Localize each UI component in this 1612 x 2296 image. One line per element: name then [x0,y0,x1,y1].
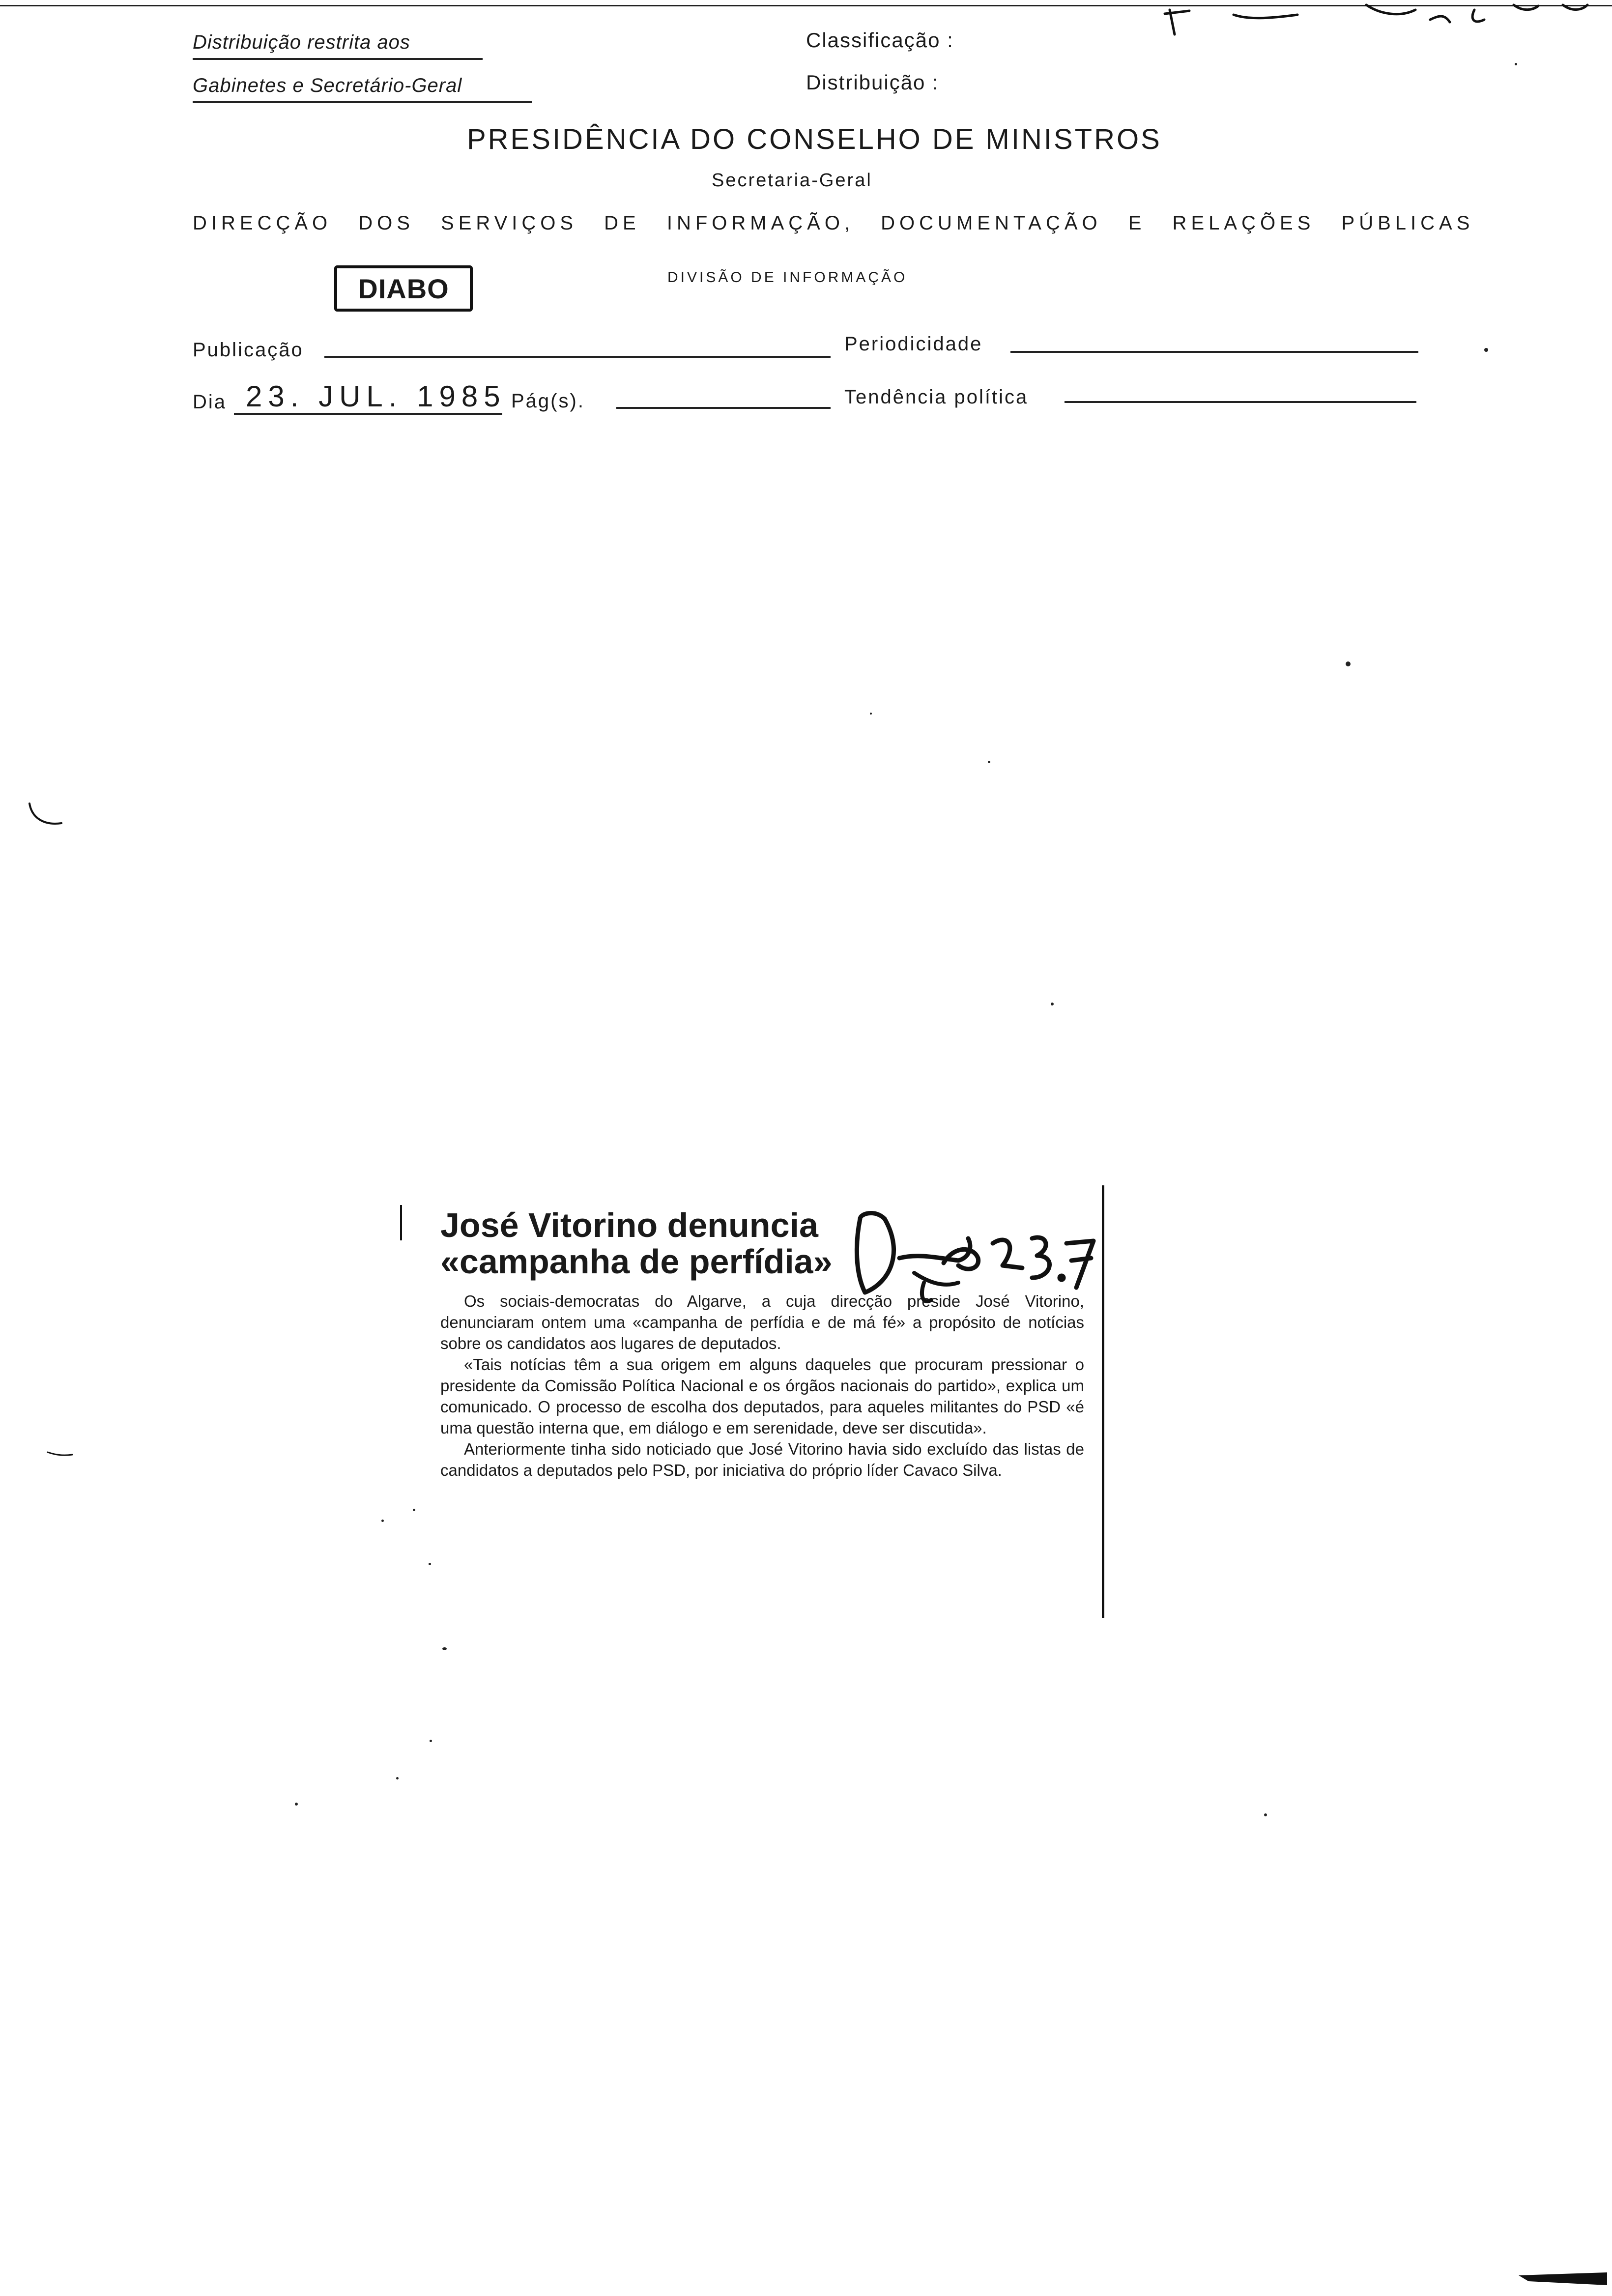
clipping-paragraph: Anteriormente tinha sido noticiado que José Vitorino havia sido excluído das listas de candidatos a deputados pelo PSD, por iniciativa do próprio líder Cavaco Silva. [440,1440,1084,1479]
corner-smudge [1519,2270,1607,2290]
pages-label: Pág(s). [511,390,585,412]
speck [442,1647,447,1650]
publication-stamp-name: DIABO [358,273,449,304]
day-label: Dia [193,391,227,413]
speck [1515,63,1517,65]
speck [1346,661,1351,666]
political-tendency-label: Tendência política [844,386,1029,408]
speck [381,1520,384,1522]
clipping-border-right [1102,1185,1104,1618]
division-label: DIVISÃO DE INFORMAÇÃO [667,269,908,286]
day-field-line [234,413,502,415]
clipping-body [440,1291,1084,1481]
distribution-underline-1 [193,58,483,60]
speck [1051,1003,1054,1005]
institution-title: PRESIDÊNCIA DO CONSELHO DE MINISTROS [467,123,1162,155]
speck [413,1509,415,1511]
speck [988,761,990,763]
clipping-left-mark [400,1205,402,1240]
distribution-underline-2 [193,101,532,103]
distribution-restriction-line2: Gabinetes e Secretário-Geral [193,75,462,96]
clipping-paragraph: Os sociais-democratas do Algarve, a cuja direcção preside José Vitorino, denunciaram ontem uma «campanha de perfídia e de má fé» a propósito de notícias sobre os candidatos aos lugares de deputados. [440,1292,1084,1352]
speck [870,713,872,715]
pages-field-line [616,407,831,409]
speck [295,1803,298,1806]
distribution-restriction-line1: Distribuição restrita aos [193,31,410,53]
publication-stamp [334,265,473,312]
classification-label: Classificação : [806,29,954,52]
publication-field-line [324,356,831,358]
day-value: 23. JUL. 1985 [246,380,506,413]
publication-label: Publicação [193,339,304,361]
clipping-paragraph: «Tais notícias têm a sua origem em alguns daqueles que procuram pressionar o presidente da Comissão Política Nacional e os órgãos nacionais do partido», explica um comunicado. O processo de escolha dos deputados, para aqueles militantes do PSD «é uma questão interna que, em diálogo e em serenidade, deve ser discutida». [440,1355,1084,1437]
speck [1484,348,1488,352]
speck [396,1777,399,1779]
distribution-label: Distribuição : [806,71,939,94]
speck [1264,1813,1267,1816]
speck [429,1563,431,1565]
clipping-title-line2: «campanha de perfídia» [440,1242,833,1281]
handwritten-annotation [845,1199,1101,1307]
periodicity-label: Periodicidade [844,333,983,355]
institution-subtitle: Secretaria-Geral [712,170,872,191]
clipping-title-line1: José Vitorino denuncia [440,1206,818,1244]
direction-line: DIRECÇÃO DOS SERVIÇOS DE INFORMAÇÃO, DOCUMENTAÇÃO E RELAÇÕES PÚBLICAS [193,212,1474,234]
left-margin-mark [25,801,64,831]
speck [430,1740,432,1742]
left-margin-mark [45,1450,75,1460]
periodicity-field-line [1010,351,1418,353]
political-tendency-field-line [1065,401,1416,403]
top-scribble [1160,0,1602,39]
